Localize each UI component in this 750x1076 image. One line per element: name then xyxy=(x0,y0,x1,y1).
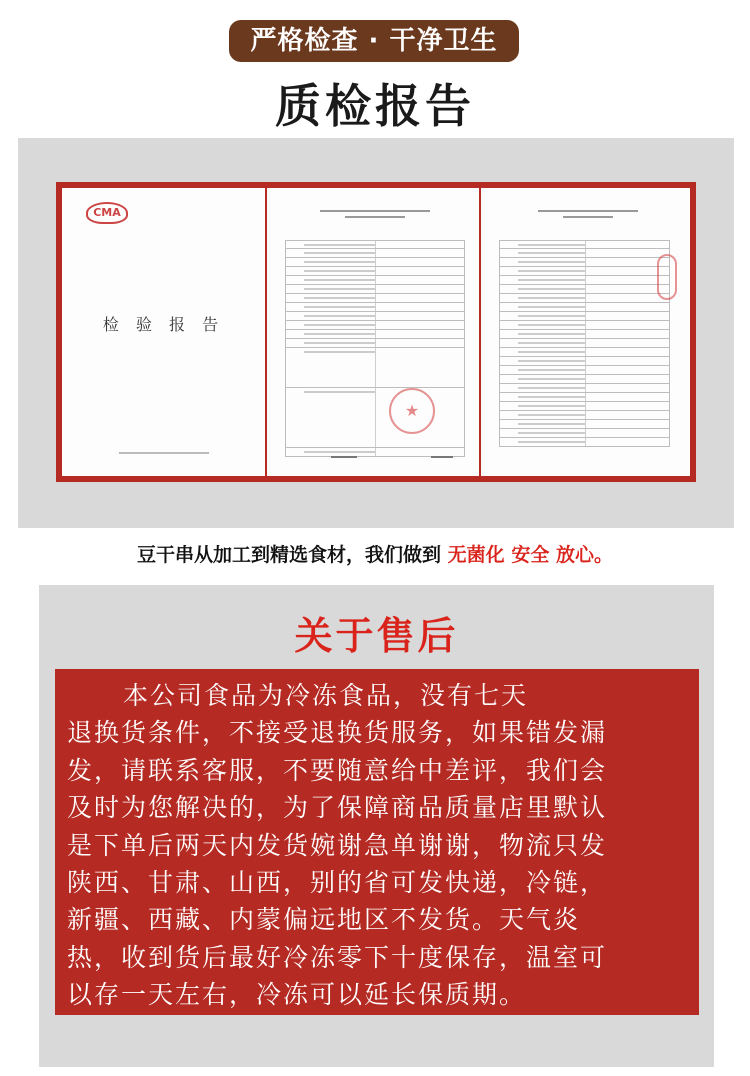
notice-line: 新疆、西藏、内蒙偏远地区不发货。天气炎 xyxy=(67,905,581,935)
signature-mark xyxy=(431,456,453,458)
results-table xyxy=(499,240,670,447)
certificate-results-page xyxy=(485,188,690,476)
certificate-report-page xyxy=(271,188,481,476)
notice-line: 发，请联系客服，不要随意给中差评，我们会 xyxy=(67,755,608,785)
cover-title: 检 验 报 告 xyxy=(102,315,225,334)
page-title: 质检报告 xyxy=(275,79,475,133)
results-header-lines xyxy=(485,206,690,222)
seam-stamp-icon xyxy=(657,254,677,300)
top-banner: 严格检查 · 干净卫生 xyxy=(229,20,519,62)
certificate-inner xyxy=(62,188,690,476)
report-header-lines xyxy=(271,206,479,222)
notice-line: 热，收到货后最好冷冻零下十度保存，温室可 xyxy=(67,942,608,972)
notice-line: 是下单后两天内发货婉谢急单谢谢，物流只发 xyxy=(67,830,608,860)
signature-mark xyxy=(331,456,357,458)
tagline-highlight-assured: 放心。 xyxy=(555,544,613,566)
notice-line: 陕西、甘肃、山西，别的省可发快递，冷链， xyxy=(67,867,608,897)
cover-footer-line xyxy=(62,452,265,454)
tagline-highlight-safe: 安全 xyxy=(511,544,550,566)
report-table xyxy=(285,240,465,457)
official-stamp-icon: ★ xyxy=(389,388,435,434)
notice-line: 以存一天左右，冷冻可以延长保质期。 xyxy=(67,980,527,1010)
notice-line: 退换货条件，不接受退换货服务，如果错发漏 xyxy=(67,718,608,748)
after-sales-title: 关于售后 xyxy=(294,614,459,658)
cma-logo-icon: CMA xyxy=(86,202,128,224)
certificate-cover-page xyxy=(62,188,267,476)
after-sales-notice xyxy=(55,669,699,1015)
certificate-panel xyxy=(18,138,734,528)
certificate-frame xyxy=(56,182,696,482)
tagline-text: 豆干串从加工到精选食材，我们做到 xyxy=(137,544,442,566)
notice-line: 本公司食品为冷冻食品，没有七天 xyxy=(123,681,529,710)
tagline xyxy=(0,540,750,567)
after-sales-panel xyxy=(39,585,714,1067)
notice-line: 及时为您解决的，为了保障商品质量店里默认 xyxy=(67,793,608,823)
tagline-highlight-sterile: 无菌化 xyxy=(447,544,505,566)
